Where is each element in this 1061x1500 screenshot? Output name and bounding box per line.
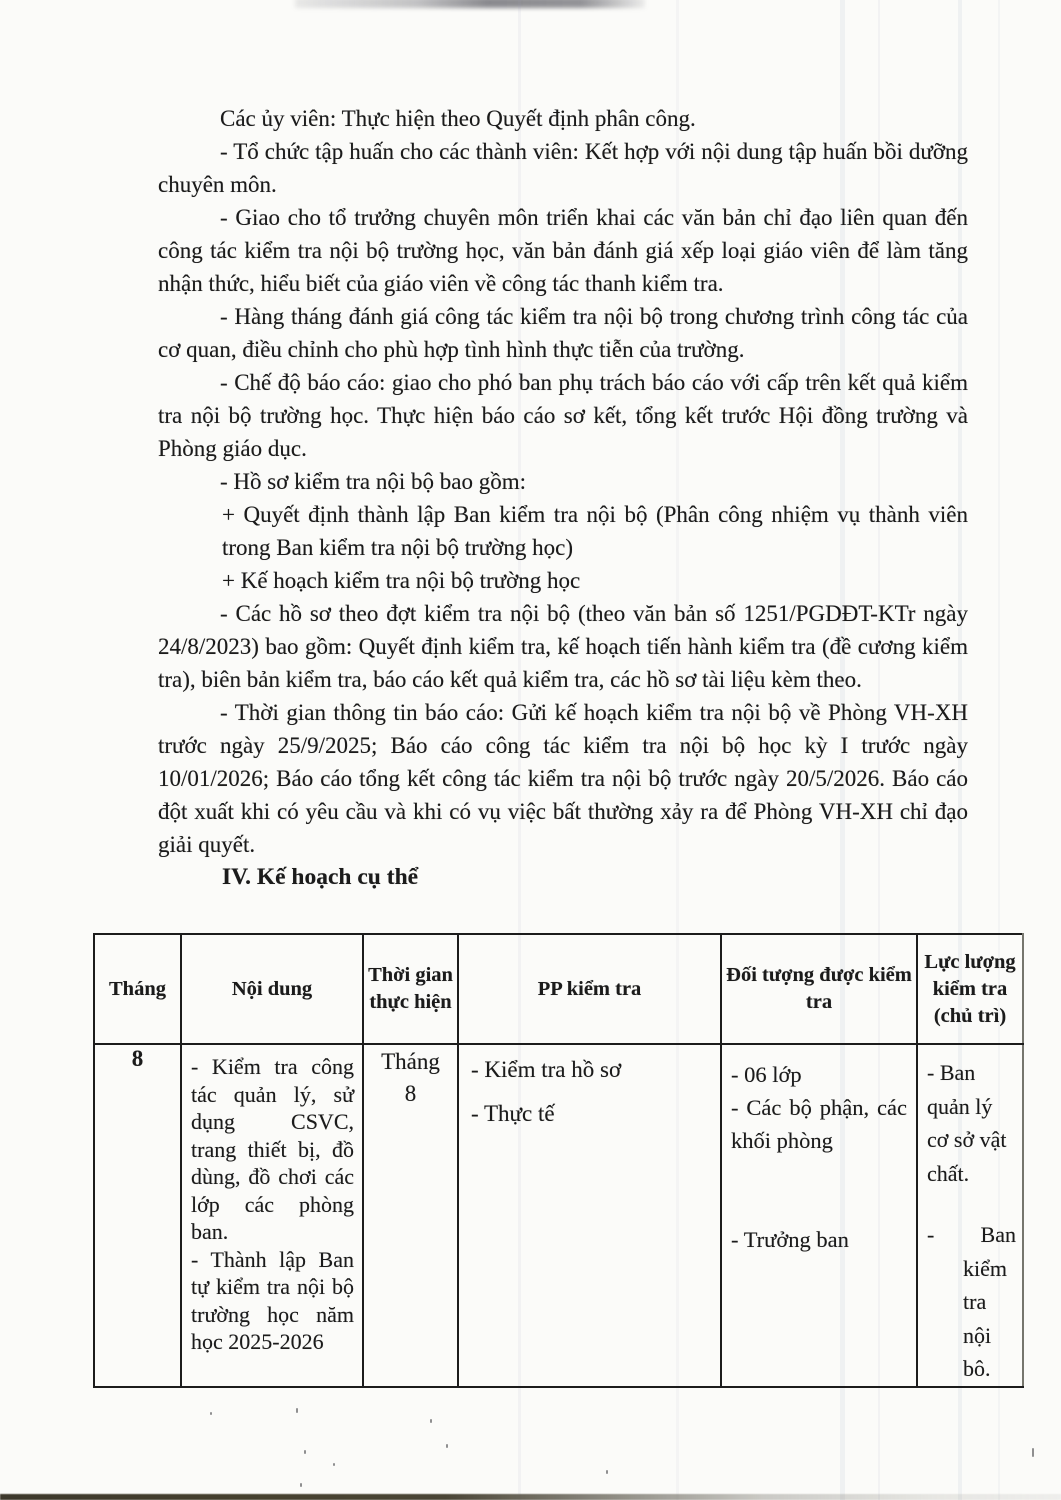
cell-noi-dung — [181, 1044, 363, 1387]
cell-doi-tuong — [721, 1044, 917, 1387]
cell-thang: 8 — [94, 1044, 181, 1387]
doi-tuong-item: - Các bộ phận, các khối phòng — [731, 1095, 907, 1153]
paragraph-giao-to-truong: - Giao cho tổ trưởng chuyên môn triển khai các văn bản chỉ đạo liên quan đến công tác kiểm tra nội bộ trường học, văn bản đánh giá xếp loại giáo viên để làm tăng nhận thức, hiểu biết của giáo viên về công tác thanh kiểm tra. — [158, 205, 968, 296]
scan-artifact-speck — [446, 1444, 448, 1448]
paragraph-uy-vien: Các ủy viên: Thực hiện theo Quyết định phân công. — [220, 106, 696, 131]
paragraph-ho-so: - Hồ sơ kiểm tra nội bộ bao gồm: — [220, 469, 527, 494]
doi-tuong-item: - Trưởng ban — [731, 1227, 849, 1252]
pp-item: - Thực tế — [471, 1101, 555, 1126]
scan-artifact-bottom-edge — [0, 1494, 1061, 1500]
noi-dung-item: - Kiểm tra công tác quản lý, sử dụng CSVC, trang thiết bị, đồ dùng, đồ chơi các lớp các phòng ban. — [191, 1054, 354, 1244]
paragraph-thoi-gian-bao-cao: - Thời gian thông tin báo cáo: Gửi kế hoạch kiểm tra nội bộ về Phòng VH-XH trước ngày 25/9/2025; Báo cáo công tác kiểm tra nội bộ học kỳ I trước ngày 10/01/2026; Báo cáo tổng kết công tác kiểm tra nội bộ trước ngày 20/5/2026. Báo cáo đột xuất khi có yêu cầu và khi có vụ việc bất thường xảy ra để Phòng VH-XH chỉ đạo giải quyết. — [158, 700, 968, 857]
scan-artifact-speck — [1032, 1448, 1034, 1457]
paragraph-che-do-bao-cao: - Chế độ báo cáo: giao cho phó ban phụ trách báo cáo với cấp trên kết quả kiểm tra nội bộ trường học. Thực hiện báo cáo sơ kết, tổng kết trước Hội đồng trường và Phòng giáo dục. — [158, 370, 968, 461]
scan-artifact-speck — [304, 1450, 306, 1454]
paragraph-tap-huan: - Tổ chức tập huấn cho các thành viên: Kết hợp với nội dung tập huấn bồi dưỡng chuyên môn. — [158, 139, 968, 197]
col-header-pp-kiem-tra: PP kiểm tra — [458, 934, 721, 1044]
col-header-thang: Tháng — [94, 934, 181, 1044]
scan-artifact-speck — [606, 1470, 608, 1474]
pp-item: - Kiểm tra hồ sơ — [471, 1057, 622, 1082]
inspection-plan-table — [93, 933, 1024, 1388]
col-header-luc-luong: Lực lượng kiểm tra (chủ trì) — [917, 934, 1023, 1044]
col-header-thoi-gian: Thời gian thực hiện — [363, 934, 458, 1044]
noi-dung-item: - Thành lập Ban tự kiểm tra nội bộ trường học năm học 2025-2026 — [191, 1246, 354, 1354]
col-header-doi-tuong: Đối tượng được kiểm tra — [721, 934, 917, 1044]
paragraph-cac-ho-so: - Các hồ sơ theo đợt kiểm tra nội bộ (theo văn bản số 1251/PGDĐT-KTr ngày 24/8/2023) bao gồm: Quyết định kiểm tra, kế hoạch tiến hành kiểm tra (đề cương kiểm tra), biên bản kiểm tra, báo cáo kết quả kiểm tra, các hồ sơ tài liệu kèm theo. — [158, 601, 968, 692]
paragraph-quyet-dinh: + Quyết định thành lập Ban kiểm tra nội bộ (Phân công nhiệm vụ thành viên trong Ban kiểm tra nội bộ trường học) — [222, 502, 968, 560]
scan-artifact-top-smudge — [295, 0, 645, 8]
scan-artifact-speck — [430, 1419, 432, 1423]
scan-artifact-speck — [210, 1412, 212, 1415]
doi-tuong-item: - 06 lớp — [731, 1062, 802, 1087]
thoi-gian-line: Tháng — [381, 1049, 440, 1074]
section-heading: IV. Kế hoạch cụ thể — [222, 864, 419, 890]
scan-artifact-speck — [296, 1408, 298, 1413]
col-header-noi-dung: Nội dung — [181, 934, 363, 1044]
cell-pp-kiem-tra — [458, 1044, 721, 1387]
table-header-row — [94, 934, 1023, 1044]
cell-thoi-gian — [363, 1044, 458, 1387]
table-row-month-8 — [94, 1044, 1023, 1387]
cell-luc-luong — [917, 1044, 1023, 1387]
scan-artifact-speck — [300, 1483, 302, 1487]
luc-luong-item: - Ban kiểm tra nội bô. — [927, 1222, 1016, 1381]
luc-luong-item: - Ban quản lý cơ sở vật chất. — [927, 1060, 1007, 1186]
paragraph-hang-thang: - Hàng tháng đánh giá công tác kiểm tra nội bộ trong chương trình công tác của cơ quan, điều chỉnh cho phù hợp tình hình thực tiễn của trường. — [158, 304, 968, 362]
paragraph-ke-hoach: + Kế hoạch kiểm tra nội bộ trường học — [222, 568, 581, 593]
thoi-gian-line: 8 — [404, 1081, 417, 1106]
scan-artifact-speck — [333, 1463, 335, 1466]
document-body-text — [158, 102, 968, 894]
